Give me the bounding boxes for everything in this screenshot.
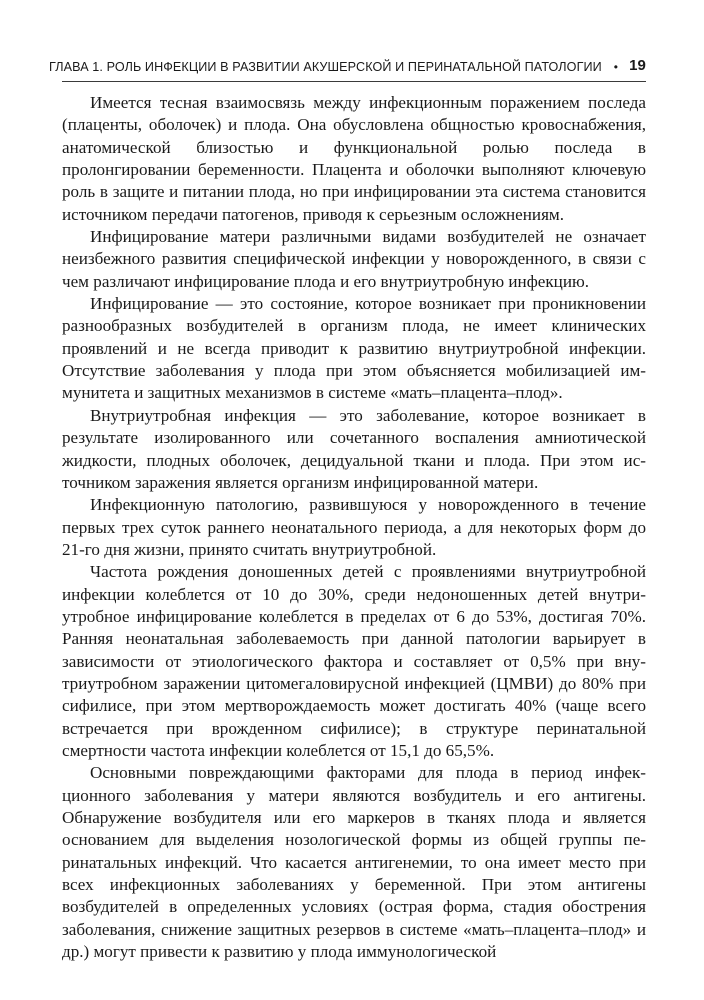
page-number: 19 — [629, 57, 646, 74]
paragraph: Основными повреждающими факторами для плода в период инфекционного заболевания у матери являются возбудитель и его антигены. Обнаружение возбудителя или его маркеров в тканях плода и является основанием для выделения нозологической формы из общей группы перинатальных инфекций. Что касается антигенемии, то она имеет место при всех инфекционных заболеваниях у беременной. При этом антигены возбудителей в определенных условиях (острая форма, стадия обострения заболевания, снижение защитных резервов в системе «мать–плацента–плод» и др.) могут привести к развитию у плода иммунологической — [62, 763, 646, 962]
paragraph: Внутриутробная инфекция — это заболевание, которое возникает в результате изолированного или сочетанного воспаления амниотической жидкости, плодных оболочек, децидуальной ткани и плода. При этом источником заражения является организм инфицированной матери. — [62, 405, 646, 492]
paragraph: Инфицирование матери различными видами возбудителей не означает неизбежного развития специфической инфекции у новорожденного, в связи с чем различают инфицирование плода и его внутриутробную инфекцию. — [62, 227, 646, 291]
paragraph: Имеется тесная взаимосвязь между инфекционным поражением последа (плаценты, оболочек) и плода. Она обусловлена общностью кровоснабжения, анатомической близостью и функциональной ролью последа в пролонгировании беременности. Плацента и оболочки выполняют ключевую роль в защите и питании плода, но при инфицировании эта система становится источником передачи патогенов, приводя к серьезным осложнениям. — [62, 93, 646, 224]
paragraph: Инфекционную патологию, развившуюся у новорожденного в течение первых трех суток раннего неонатального периода, а для некоторых форм до 21-го дня жизни, принято считать внутриутробной. — [62, 495, 646, 559]
chapter-title: ГЛАВА 1. РОЛЬ ИНФЕКЦИИ В РАЗВИТИИ АКУШЕРСКОЙ И ПЕРИНАТАЛЬНОЙ ПАТОЛОГИИ — [49, 60, 602, 74]
header-separator: • — [613, 60, 619, 74]
body-text — [62, 92, 646, 963]
running-header — [49, 52, 646, 74]
paragraph: Частота рождения доношенных детей с проявлениями внутриутробной инфекции колеблется от 10 до 30%, среди недоношенных детей внутриутробное инфицирование колеблется в пределах от 6 до 53%, достигая 70%. Ранняя неонатальная заболеваемость при данной патологии варьирует в зависимости от этиологического фактора и составляет от 0,5% при внутриутробном заражении цитомегаловирусной инфекцией (ЦМВИ) до 80% при сифилисе, при этом мертворождаемость может достигать 40% (чаще всего встречается при врожденном сифилисе); в структуре перинатальной смертности частота инфекции колеблется от 15,1 до 65,5%. — [62, 562, 646, 760]
header-rule — [62, 81, 646, 82]
paragraph: Инфицирование — это состояние, которое возникает при проникновении разнообразных возбудителей в организм плода, не имеет клинических проявлений и не всегда приводит к развитию внутриутробной инфекции. Отсутствие заболевания у плода при этом объясняется мобилизацией иммунитета и защитных механизмов в системе «мать–плацента–плод». — [62, 294, 646, 403]
